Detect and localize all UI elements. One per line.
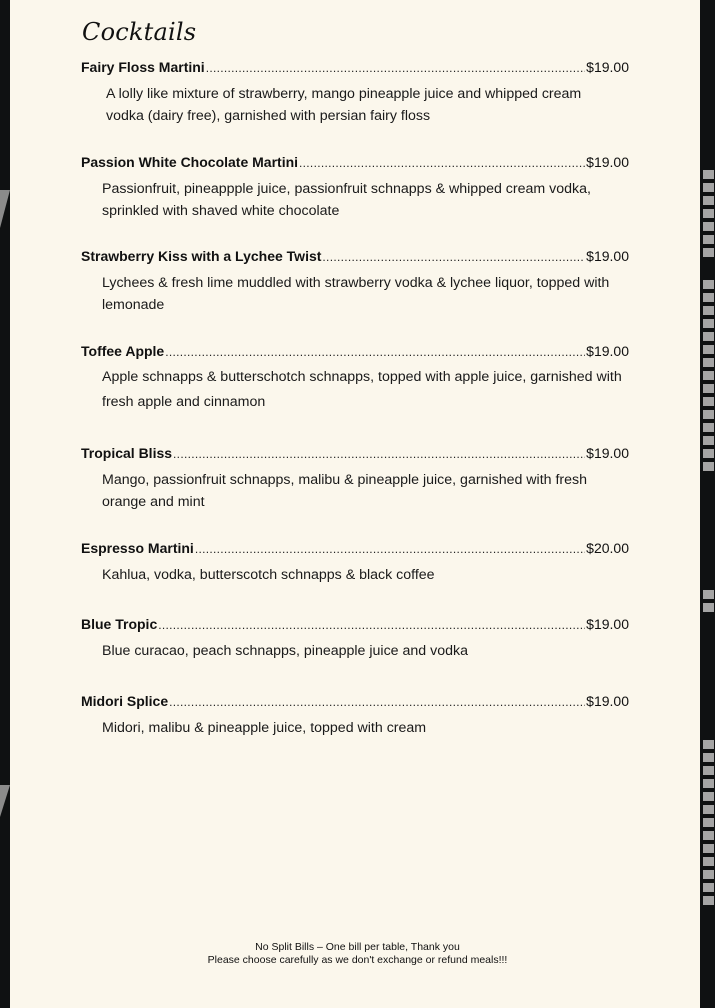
film-strip-square [703,883,714,892]
item-price: $19.00 [586,154,629,170]
film-strip-square [703,462,714,471]
item-price: $19.00 [586,616,629,632]
menu-item [81,58,629,127]
film-strip-square [703,332,714,341]
film-strip-square [703,603,714,612]
film-strip-square [703,423,714,432]
item-price: $19.00 [586,693,629,709]
film-strip-square [703,857,714,866]
item-name: Blue Tropic [81,616,158,632]
film-strip-square [703,170,714,179]
film-strip-square [703,740,714,749]
item-name: Passion White Chocolate Martini [81,154,299,170]
dot-leader [299,154,585,172]
film-strip-square [703,831,714,840]
menu-item [81,692,629,739]
film-strip-square [703,792,714,801]
item-description: Blue curacao, peach schnapps, pineapple juice and vodka [102,643,468,659]
film-strip-square [703,410,714,419]
menu-title: Cocktails [82,18,197,46]
item-name: Tropical Bliss [81,445,173,461]
dot-leader [165,343,585,361]
item-description: Midori, malibu & pineapple juice, topped with cream [102,720,427,736]
footer-line: Please choose carefully as we don't exchange or refund meals!!! [207,954,508,966]
item-description: Passionfruit, pineappple juice, passionfruit schnapps & whipped cream vodka, sprinkled with shaved white chocolate [102,181,591,219]
film-strip-square [703,293,714,302]
item-price: $19.00 [586,445,629,461]
item-name: Espresso Martini [81,540,194,556]
left-edge-notch [0,190,10,228]
film-strip-square [703,183,714,192]
dot-leader [158,616,585,634]
film-strip-square [703,358,714,367]
film-strip-square [703,222,714,231]
dot-leader [173,445,585,463]
menu-item [81,615,629,662]
film-strip-square [703,590,714,599]
footer-line: No Split Bills – One bill per table, Thank you [255,941,460,953]
film-strip-square [703,818,714,827]
menu-item [81,342,629,415]
dot-leader [322,248,585,266]
menu-item [81,247,629,316]
film-strip-square [703,449,714,458]
film-strip-square [703,779,714,788]
film-strip-square [703,766,714,775]
item-name: Fairy Floss Martini [81,59,205,75]
film-strip-square [703,306,714,315]
item-price: $19.00 [586,248,629,264]
film-strip-square [703,844,714,853]
film-strip-square [703,397,714,406]
item-description: Kahlua, vodka, butterscotch schnapps & black coffee [102,567,435,583]
film-strip-square [703,248,714,257]
film-strip-square [703,371,714,380]
dot-leader [169,693,585,711]
film-strip-square [703,209,714,218]
dot-leader [206,59,585,77]
item-name: Strawberry Kiss with a Lychee Twist [81,248,322,264]
menu-item [81,539,629,586]
film-strip-square [703,896,714,905]
film-strip-square [703,345,714,354]
film-strip-square [703,196,714,205]
film-strip-square [703,870,714,879]
film-strip-square [703,384,714,393]
film-strip-square [703,280,714,289]
film-strip-square [703,805,714,814]
film-strip-square [703,235,714,244]
item-price: $19.00 [586,59,629,75]
item-price: $19.00 [586,343,629,359]
menu-item [81,153,629,222]
item-description: Lychees & fresh lime muddled with strawberry vodka & lychee liquor, topped with lemonade [102,275,610,313]
left-edge-notch [0,785,10,817]
film-strip-square [703,319,714,328]
film-strip-border [700,0,715,1008]
item-description: Apple schnapps & butterschotch schnapps, topped with apple juice, garnished with fresh apple and cinnamon [102,369,622,410]
item-name: Midori Splice [81,693,169,709]
item-description: Mango, passionfruit schnapps, malibu & pineapple juice, garnished with fresh orange and mint [102,472,588,510]
dot-leader [195,540,585,558]
footer-notice [0,941,715,967]
menu-item [81,444,629,513]
film-strip-square [703,753,714,762]
item-name: Toffee Apple [81,343,165,359]
item-price: $20.00 [586,540,629,556]
item-description: A lolly like mixture of strawberry, mango pineapple juice and whipped cream vodka (dairy free), garnished with persian fairy floss [106,86,582,124]
film-strip-square [703,436,714,445]
